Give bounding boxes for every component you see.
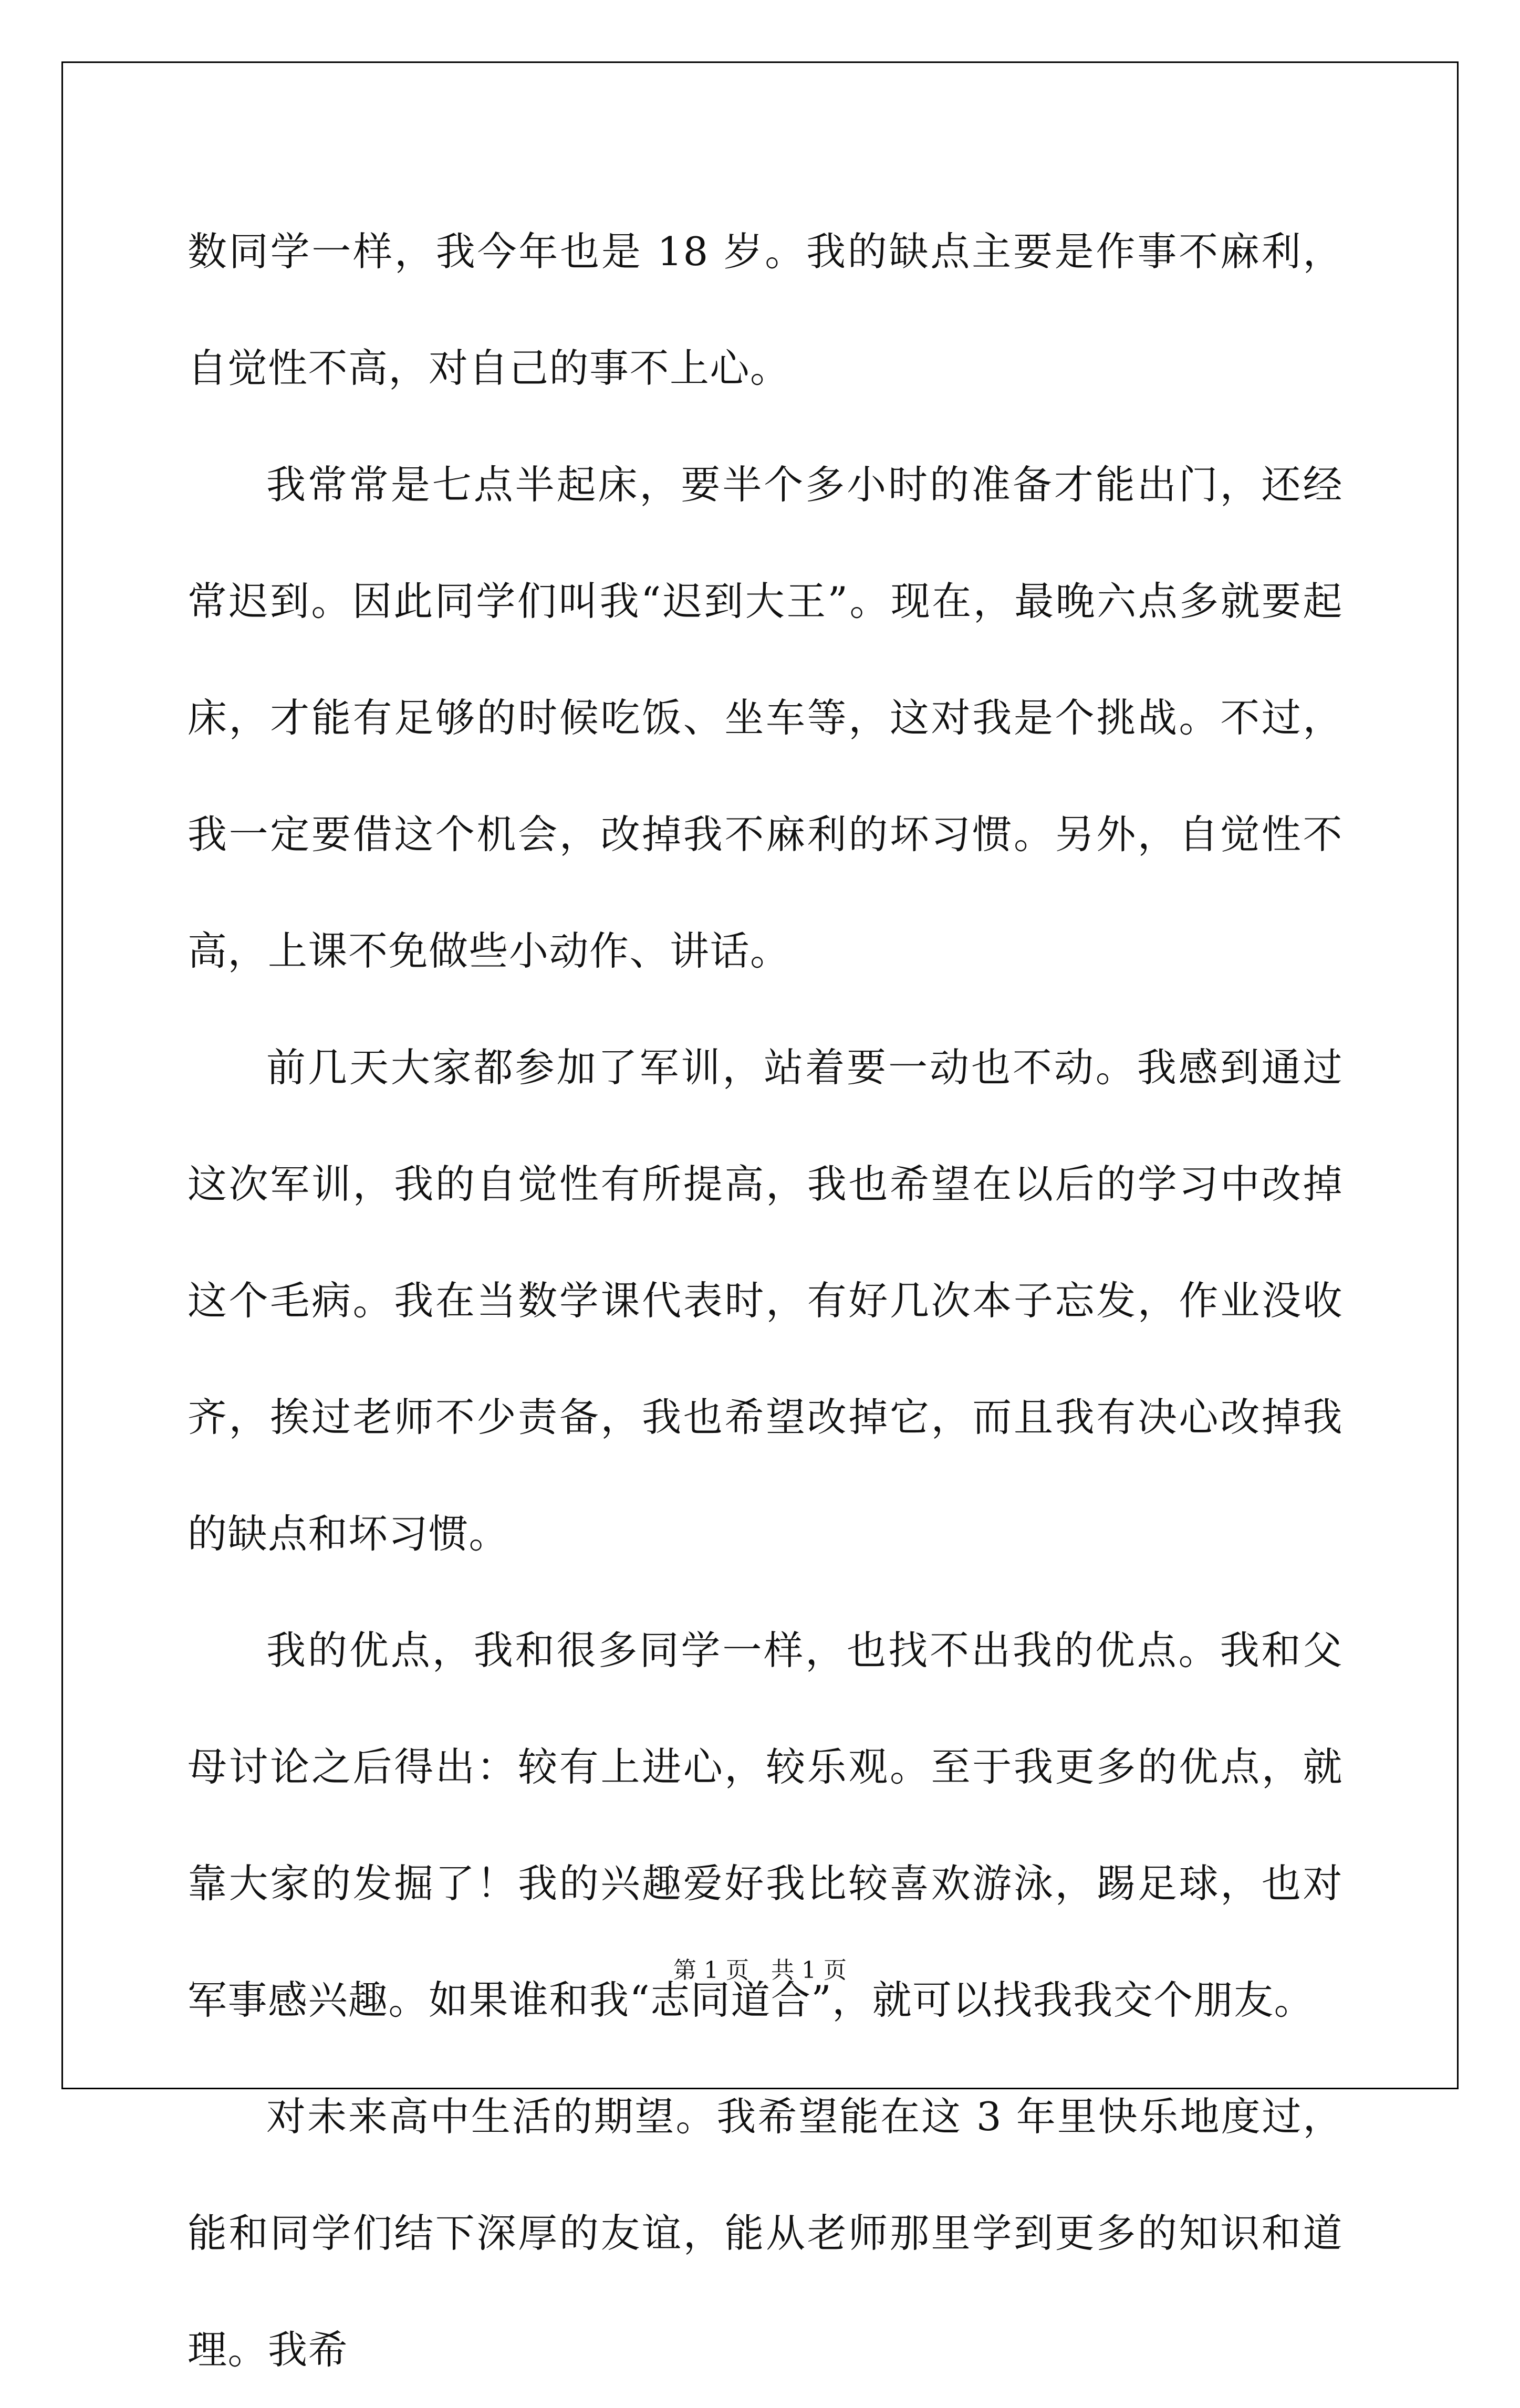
paragraph-4: 我的优点，我和很多同学一样，也找不出我的优点。我和父母讨论之后得出：较有上进心，较乐观。至于我更多的优点，就靠大家的发掘了！我的兴趣爱好我比较喜欢游泳，踢足球，也对军事感兴趣。如果谁和我“志同道合”，就可以找我我交个朋友。 [188,1627,1343,2023]
paragraph-5: 对未来高中生活的期望。我希望能在这 3 年里快乐地度过，能和同学们结下深厚的友谊，能从老师那里学到更多的知识和道理。我希 [188,2093,1343,2373]
page-number-footer: 第 1 页 共 1 页 [673,1957,847,1984]
paragraph-1: 数同学一样，我今年也是 18 岁。我的缺点主要是作事不麻利，自觉性不高，对自己的事不上心。 [188,228,1343,391]
paragraph-3: 前几天大家都参加了军训，站着要一动也不动。我感到通过这次军训，我的自觉性有所提高，我也希望在以后的学习中改掉这个毛病。我在当数学课代表时，有好几次本子忘发，作业没收齐，挨过老师不少责备，我也希望改掉它，而且我有决心改掉我的缺点和坏习惯。 [188,1044,1343,1557]
paragraph-2: 我常常是七点半起床，要半个多小时的准备才能出门，还经常迟到。因此同学们叫我“迟到大王”。现在，最晚六点多就要起床，才能有足够的时候吃饭、坐车等，这对我是个挑战。不过，我一定要借这个机会，改掉我不麻利的坏习惯。另外，自觉性不高，上课不免做些小动作、讲话。 [188,462,1343,974]
document-body [188,193,1343,2408]
